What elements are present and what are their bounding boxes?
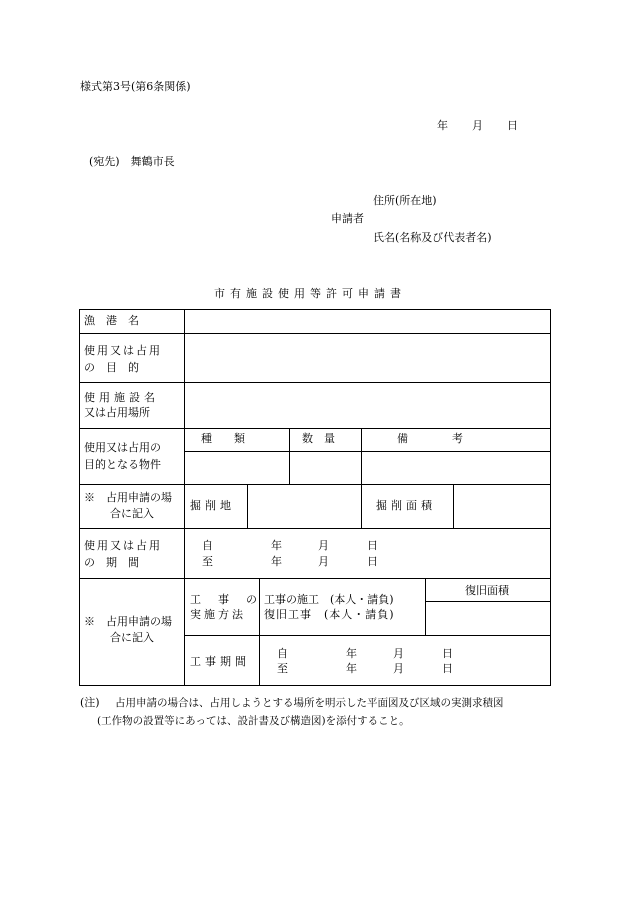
column-header-kind: 種 類 — [201, 432, 245, 445]
period-from-month: 月 — [318, 539, 329, 552]
work-from-month: 月 — [393, 647, 404, 660]
period-to-year: 年 — [271, 555, 282, 568]
period-from-day: 日 — [367, 539, 378, 552]
row-divider — [79, 428, 551, 429]
construction-note-line1: ※ 占用申請の場 — [84, 615, 172, 628]
construction-note-line2: 合に記入 — [110, 631, 154, 644]
excavation-area-label: 掘削面積 — [376, 499, 436, 512]
column-header-quantity: 数 量 — [302, 432, 335, 445]
method-label-line2: 実施方法 — [190, 608, 246, 621]
occupancy-note-line1: ※ 占用申請の場 — [84, 491, 172, 504]
date-day-label: 日 — [507, 119, 518, 132]
work-period-label: 工事期間 — [190, 655, 250, 668]
period-from-year: 年 — [271, 539, 282, 552]
work-to-year: 年 — [346, 662, 357, 675]
row-divider — [425, 601, 551, 602]
construction-option: 工事の施工 (本人・請負) — [264, 593, 394, 606]
note-line2: (工作物の設置等にあっては、設計書及び構造図)を添付すること。 — [97, 715, 410, 727]
row-divider — [79, 484, 551, 485]
column-header-remarks: 備 考 — [397, 432, 463, 445]
row-divider — [79, 528, 551, 529]
form-number: 様式第3号(第6条関係) — [80, 80, 191, 93]
column-divider — [453, 484, 454, 529]
work-from-label: 自 — [277, 647, 288, 660]
date-year-label: 年 — [437, 119, 448, 132]
column-divider — [361, 428, 362, 485]
restoration-option: 復旧工事 (本人・請負) — [264, 608, 395, 621]
label-column-divider — [184, 309, 185, 686]
row-divider — [184, 451, 551, 452]
applicant-label: 申請者 — [331, 212, 364, 225]
document-title: 市有施設使用等許可申請書 — [214, 287, 406, 300]
purpose-label-line1: 使用又は占用 — [84, 344, 162, 357]
table-border-top — [79, 309, 551, 310]
addressee: (宛先) 舞鶴市長 — [89, 155, 175, 168]
column-divider — [289, 428, 290, 485]
excavation-site-label: 掘削地 — [190, 499, 235, 512]
row-divider — [79, 382, 551, 383]
note-label: (注) — [80, 696, 100, 709]
name-label: 氏名(名称及び代表者名) — [373, 231, 492, 244]
object-label-line1: 使用又は占用の — [84, 441, 161, 454]
purpose-label-line2: の 目 的 — [84, 361, 139, 374]
period-to-day: 日 — [367, 555, 378, 568]
restoration-area-label: 復旧面積 — [465, 584, 509, 597]
table-border-right — [550, 309, 551, 686]
work-to-label: 至 — [277, 662, 288, 675]
work-to-month: 月 — [393, 662, 404, 675]
column-divider — [361, 484, 362, 529]
row-divider — [79, 578, 551, 579]
work-from-day: 日 — [442, 647, 453, 660]
address-label: 住所(所在地) — [373, 194, 437, 207]
port-name-label: 漁 港 名 — [84, 314, 139, 327]
row-divider — [184, 635, 551, 636]
period-label-line2: の 期 間 — [84, 556, 139, 569]
occupancy-note-line2: 合に記入 — [110, 507, 154, 520]
note-line1: 占用申請の場合は、占用しようとする場所を明示した平面図及び区域の実測求積図 — [115, 697, 504, 709]
method-label-line1: 工 事 の — [190, 593, 260, 606]
object-label-line2: 目的となる物件 — [84, 458, 161, 471]
work-from-year: 年 — [346, 647, 357, 660]
period-to-month: 月 — [318, 555, 329, 568]
facility-label-line2: 又は占用場所 — [84, 406, 150, 419]
period-label-line1: 使用又は占用 — [84, 539, 162, 552]
column-divider — [247, 484, 248, 529]
table-border-bottom — [79, 685, 551, 686]
facility-label-line1: 使用施設名 — [84, 391, 159, 404]
table-border-left — [79, 309, 80, 686]
period-to-label: 至 — [202, 555, 213, 568]
column-divider — [425, 578, 426, 636]
date-month-label: 月 — [472, 119, 483, 132]
work-to-day: 日 — [442, 662, 453, 675]
row-divider — [79, 333, 551, 334]
period-from-label: 自 — [202, 539, 213, 552]
